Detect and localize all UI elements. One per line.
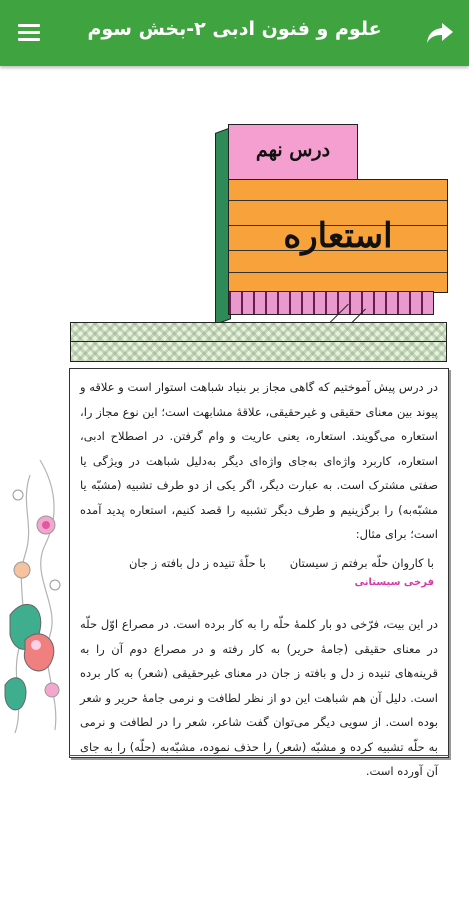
verse-hemistich-2: با حلّهٔ تنیده ز دل بافته ز جان <box>128 556 266 570</box>
lesson-text-box <box>69 368 449 778</box>
decorative-pattern-band <box>228 291 434 315</box>
app-bar <box>0 0 469 66</box>
lesson-title-box <box>228 179 448 293</box>
lesson-paragraph-1: در درس پیش آموختیم که گاهی مجاز بر بنیاد شباهت استوار است و علاقه و پیوند بین معنای حقیقی و غیرحقیقی، علاقهٔ مشابهت است؛ این نوع مجاز را، استعاره می‌گویند. استعاره، یعنی عاریت و وام گرفتن. در اصطلاح ادبی، استعاره، کاربرد واژه‌ای به‌جای واژه‌ای دیگر به‌دلیل شباهت در ویژگی یا صفتی مشترک است. به عبارت دیگر، اگر یکی از دو طرف تشبیه (مشبّه یا مشبّه‌به) را برگزینیم و طرف دیگر تشبیه را قصد کنیم، استعاره پدید آمده است؛ برای مثال: <box>80 380 438 541</box>
lesson-number-box <box>228 124 358 182</box>
decorative-ornament-strip <box>70 322 447 362</box>
page-title: علوم و فنون ادبی ۲-بخش سوم <box>87 18 382 40</box>
verse-hemistich-1: با کاروان حلّه برفتم ز سیستان <box>289 556 434 570</box>
floral-ornament-image <box>0 455 72 735</box>
poet-name: فرخی سیستانی <box>354 577 434 588</box>
hamburger-menu-icon[interactable] <box>16 22 44 44</box>
share-forward-icon[interactable] <box>425 20 455 46</box>
lesson-number: درس نهم <box>255 139 331 161</box>
divider <box>69 755 449 756</box>
lesson-title: استعاره <box>283 216 393 256</box>
lesson-paragraph-2: در این بیت، فرّخی دو بار کلمهٔ حلّه را به کار برده است. در مصراع اوّل حلّه در معنای حقیقی (جامهٔ حریر) به کار رفته و در مصراع دوم آن را به قرینه‌های تنیده ز دل و بافته ز جان در معنای غیرحقیقی (شعر) به کار برده است. دلیل آن هم شباهت این دو از نظر لطافت و نرمی جامهٔ حریر و شعر بوده است. از سویی دیگر می‌توان گفت شاعر، شعر را در لطافت و نرمی به حلّه تشبیه کرده و مشبّه (شعر) را حذف نموده، مشبّه‌به (حلّه) را به جای آن آورده است. <box>80 617 438 778</box>
